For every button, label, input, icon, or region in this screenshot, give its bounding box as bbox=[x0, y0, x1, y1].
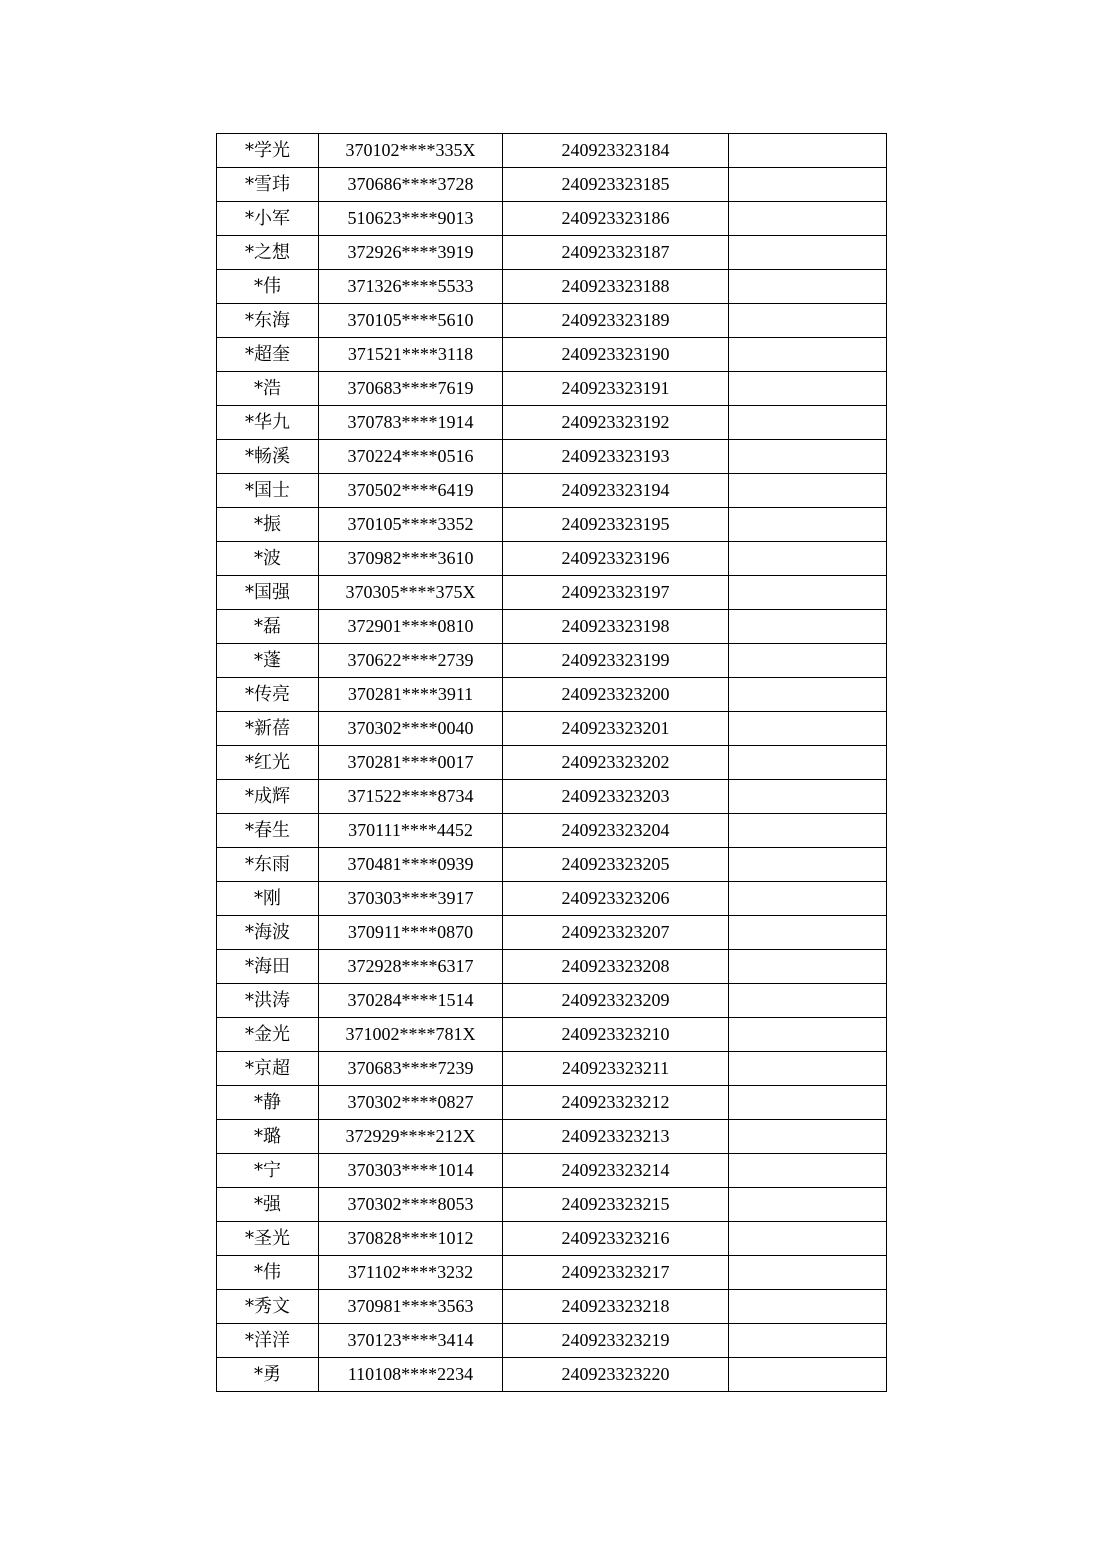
remark-cell bbox=[729, 1018, 887, 1052]
id-number-cell: 372901****0810 bbox=[319, 610, 503, 644]
remark-cell bbox=[729, 1222, 887, 1256]
remark-cell bbox=[729, 916, 887, 950]
id-number-cell: 370281****0017 bbox=[319, 746, 503, 780]
name-cell: *璐 bbox=[217, 1120, 319, 1154]
remark-cell bbox=[729, 1324, 887, 1358]
table-row bbox=[217, 1018, 887, 1052]
ticket-number-cell: 240923323202 bbox=[503, 746, 729, 780]
ticket-number-cell: 240923323186 bbox=[503, 202, 729, 236]
name-cell: *畅溪 bbox=[217, 440, 319, 474]
remark-cell bbox=[729, 1154, 887, 1188]
ticket-number-cell: 240923323199 bbox=[503, 644, 729, 678]
id-number-cell: 370481****0939 bbox=[319, 848, 503, 882]
ticket-number-cell: 240923323193 bbox=[503, 440, 729, 474]
table-row bbox=[217, 202, 887, 236]
ticket-number-cell: 240923323211 bbox=[503, 1052, 729, 1086]
id-number-cell: 371326****5533 bbox=[319, 270, 503, 304]
ticket-number-cell: 240923323189 bbox=[503, 304, 729, 338]
name-cell: *春生 bbox=[217, 814, 319, 848]
id-number-cell: 370281****3911 bbox=[319, 678, 503, 712]
remark-cell bbox=[729, 508, 887, 542]
name-cell: *东雨 bbox=[217, 848, 319, 882]
name-cell: *静 bbox=[217, 1086, 319, 1120]
remark-cell bbox=[729, 576, 887, 610]
id-number-cell: 371102****3232 bbox=[319, 1256, 503, 1290]
remark-cell bbox=[729, 814, 887, 848]
name-cell: *秀文 bbox=[217, 1290, 319, 1324]
ticket-number-cell: 240923323206 bbox=[503, 882, 729, 916]
name-cell: *刚 bbox=[217, 882, 319, 916]
remark-cell bbox=[729, 848, 887, 882]
table-row bbox=[217, 916, 887, 950]
name-cell: *振 bbox=[217, 508, 319, 542]
remark-cell bbox=[729, 780, 887, 814]
ticket-number-cell: 240923323207 bbox=[503, 916, 729, 950]
remark-cell bbox=[729, 1290, 887, 1324]
table-row bbox=[217, 338, 887, 372]
remark-cell bbox=[729, 236, 887, 270]
name-cell: *波 bbox=[217, 542, 319, 576]
ticket-number-cell: 240923323203 bbox=[503, 780, 729, 814]
id-number-cell: 370502****6419 bbox=[319, 474, 503, 508]
id-number-cell: 370111****4452 bbox=[319, 814, 503, 848]
name-cell: *超奎 bbox=[217, 338, 319, 372]
remark-cell bbox=[729, 542, 887, 576]
id-number-cell: 110108****2234 bbox=[319, 1358, 503, 1392]
name-cell: *海波 bbox=[217, 916, 319, 950]
id-number-cell: 370105****5610 bbox=[319, 304, 503, 338]
id-number-cell: 371521****3118 bbox=[319, 338, 503, 372]
ticket-number-cell: 240923323214 bbox=[503, 1154, 729, 1188]
ticket-number-cell: 240923323191 bbox=[503, 372, 729, 406]
name-cell: *红光 bbox=[217, 746, 319, 780]
table-row bbox=[217, 474, 887, 508]
id-number-cell: 370224****0516 bbox=[319, 440, 503, 474]
name-cell: *新蓓 bbox=[217, 712, 319, 746]
ticket-number-cell: 240923323196 bbox=[503, 542, 729, 576]
remark-cell bbox=[729, 1052, 887, 1086]
id-number-cell: 510623****9013 bbox=[319, 202, 503, 236]
ticket-number-cell: 240923323198 bbox=[503, 610, 729, 644]
name-cell: *海田 bbox=[217, 950, 319, 984]
name-cell: *国强 bbox=[217, 576, 319, 610]
id-number-cell: 371522****8734 bbox=[319, 780, 503, 814]
roster-table bbox=[216, 133, 887, 1392]
name-cell: *圣光 bbox=[217, 1222, 319, 1256]
name-cell: *蓬 bbox=[217, 644, 319, 678]
table-row bbox=[217, 134, 887, 168]
name-cell: *华九 bbox=[217, 406, 319, 440]
name-cell: *磊 bbox=[217, 610, 319, 644]
roster-table-body bbox=[217, 134, 887, 1392]
table-row bbox=[217, 304, 887, 338]
remark-cell bbox=[729, 678, 887, 712]
name-cell: *东海 bbox=[217, 304, 319, 338]
ticket-number-cell: 240923323200 bbox=[503, 678, 729, 712]
remark-cell bbox=[729, 984, 887, 1018]
table-row bbox=[217, 1256, 887, 1290]
name-cell: *勇 bbox=[217, 1358, 319, 1392]
ticket-number-cell: 240923323184 bbox=[503, 134, 729, 168]
remark-cell bbox=[729, 950, 887, 984]
remark-cell bbox=[729, 882, 887, 916]
remark-cell bbox=[729, 202, 887, 236]
id-number-cell: 370686****3728 bbox=[319, 168, 503, 202]
name-cell: *小军 bbox=[217, 202, 319, 236]
name-cell: *雪玮 bbox=[217, 168, 319, 202]
remark-cell bbox=[729, 712, 887, 746]
remark-cell bbox=[729, 644, 887, 678]
remark-cell bbox=[729, 1120, 887, 1154]
table-row bbox=[217, 406, 887, 440]
id-number-cell: 370102****335X bbox=[319, 134, 503, 168]
id-number-cell: 370981****3563 bbox=[319, 1290, 503, 1324]
ticket-number-cell: 240923323205 bbox=[503, 848, 729, 882]
table-row bbox=[217, 542, 887, 576]
ticket-number-cell: 240923323190 bbox=[503, 338, 729, 372]
ticket-number-cell: 240923323197 bbox=[503, 576, 729, 610]
ticket-number-cell: 240923323201 bbox=[503, 712, 729, 746]
id-number-cell: 370123****3414 bbox=[319, 1324, 503, 1358]
table-row bbox=[217, 508, 887, 542]
remark-cell bbox=[729, 134, 887, 168]
ticket-number-cell: 240923323212 bbox=[503, 1086, 729, 1120]
id-number-cell: 370302****0827 bbox=[319, 1086, 503, 1120]
name-cell: *成辉 bbox=[217, 780, 319, 814]
name-cell: *洋洋 bbox=[217, 1324, 319, 1358]
name-cell: *浩 bbox=[217, 372, 319, 406]
id-number-cell: 370683****7239 bbox=[319, 1052, 503, 1086]
table-row bbox=[217, 168, 887, 202]
table-row bbox=[217, 1154, 887, 1188]
table-row bbox=[217, 270, 887, 304]
remark-cell bbox=[729, 1188, 887, 1222]
remark-cell bbox=[729, 168, 887, 202]
ticket-number-cell: 240923323219 bbox=[503, 1324, 729, 1358]
ticket-number-cell: 240923323192 bbox=[503, 406, 729, 440]
table-row bbox=[217, 780, 887, 814]
id-number-cell: 371002****781X bbox=[319, 1018, 503, 1052]
name-cell: *伟 bbox=[217, 1256, 319, 1290]
table-row bbox=[217, 576, 887, 610]
id-number-cell: 370911****0870 bbox=[319, 916, 503, 950]
table-row bbox=[217, 1120, 887, 1154]
table-row bbox=[217, 984, 887, 1018]
id-number-cell: 372926****3919 bbox=[319, 236, 503, 270]
remark-cell bbox=[729, 1256, 887, 1290]
id-number-cell: 370302****8053 bbox=[319, 1188, 503, 1222]
id-number-cell: 370982****3610 bbox=[319, 542, 503, 576]
ticket-number-cell: 240923323194 bbox=[503, 474, 729, 508]
table-row bbox=[217, 1086, 887, 1120]
name-cell: *学光 bbox=[217, 134, 319, 168]
id-number-cell: 370303****1014 bbox=[319, 1154, 503, 1188]
table-row bbox=[217, 814, 887, 848]
id-number-cell: 372929****212X bbox=[319, 1120, 503, 1154]
remark-cell bbox=[729, 610, 887, 644]
id-number-cell: 370303****3917 bbox=[319, 882, 503, 916]
name-cell: *宁 bbox=[217, 1154, 319, 1188]
ticket-number-cell: 240923323187 bbox=[503, 236, 729, 270]
name-cell: *金光 bbox=[217, 1018, 319, 1052]
name-cell: *伟 bbox=[217, 270, 319, 304]
remark-cell bbox=[729, 440, 887, 474]
remark-cell bbox=[729, 304, 887, 338]
ticket-number-cell: 240923323210 bbox=[503, 1018, 729, 1052]
ticket-number-cell: 240923323213 bbox=[503, 1120, 729, 1154]
remark-cell bbox=[729, 270, 887, 304]
ticket-number-cell: 240923323215 bbox=[503, 1188, 729, 1222]
id-number-cell: 372928****6317 bbox=[319, 950, 503, 984]
ticket-number-cell: 240923323216 bbox=[503, 1222, 729, 1256]
ticket-number-cell: 240923323185 bbox=[503, 168, 729, 202]
ticket-number-cell: 240923323218 bbox=[503, 1290, 729, 1324]
name-cell: *强 bbox=[217, 1188, 319, 1222]
table-row bbox=[217, 440, 887, 474]
ticket-number-cell: 240923323220 bbox=[503, 1358, 729, 1392]
id-number-cell: 370683****7619 bbox=[319, 372, 503, 406]
remark-cell bbox=[729, 372, 887, 406]
table-row bbox=[217, 1324, 887, 1358]
ticket-number-cell: 240923323204 bbox=[503, 814, 729, 848]
remark-cell bbox=[729, 338, 887, 372]
id-number-cell: 370302****0040 bbox=[319, 712, 503, 746]
id-number-cell: 370783****1914 bbox=[319, 406, 503, 440]
table-row bbox=[217, 644, 887, 678]
id-number-cell: 370622****2739 bbox=[319, 644, 503, 678]
id-number-cell: 370105****3352 bbox=[319, 508, 503, 542]
table-row bbox=[217, 1358, 887, 1392]
table-row bbox=[217, 678, 887, 712]
remark-cell bbox=[729, 1086, 887, 1120]
table-row bbox=[217, 372, 887, 406]
name-cell: *京超 bbox=[217, 1052, 319, 1086]
table-row bbox=[217, 1188, 887, 1222]
id-number-cell: 370828****1012 bbox=[319, 1222, 503, 1256]
ticket-number-cell: 240923323208 bbox=[503, 950, 729, 984]
ticket-number-cell: 240923323188 bbox=[503, 270, 729, 304]
remark-cell bbox=[729, 474, 887, 508]
table-row bbox=[217, 1290, 887, 1324]
table-row bbox=[217, 712, 887, 746]
table-row bbox=[217, 236, 887, 270]
name-cell: *洪涛 bbox=[217, 984, 319, 1018]
table-row bbox=[217, 746, 887, 780]
ticket-number-cell: 240923323217 bbox=[503, 1256, 729, 1290]
table-row bbox=[217, 848, 887, 882]
remark-cell bbox=[729, 1358, 887, 1392]
name-cell: *传亮 bbox=[217, 678, 319, 712]
remark-cell bbox=[729, 406, 887, 440]
table-row bbox=[217, 610, 887, 644]
ticket-number-cell: 240923323195 bbox=[503, 508, 729, 542]
name-cell: *之想 bbox=[217, 236, 319, 270]
remark-cell bbox=[729, 746, 887, 780]
name-cell: *国士 bbox=[217, 474, 319, 508]
table-row bbox=[217, 950, 887, 984]
table-row bbox=[217, 1052, 887, 1086]
ticket-number-cell: 240923323209 bbox=[503, 984, 729, 1018]
id-number-cell: 370284****1514 bbox=[319, 984, 503, 1018]
id-number-cell: 370305****375X bbox=[319, 576, 503, 610]
table-row bbox=[217, 1222, 887, 1256]
table-row bbox=[217, 882, 887, 916]
